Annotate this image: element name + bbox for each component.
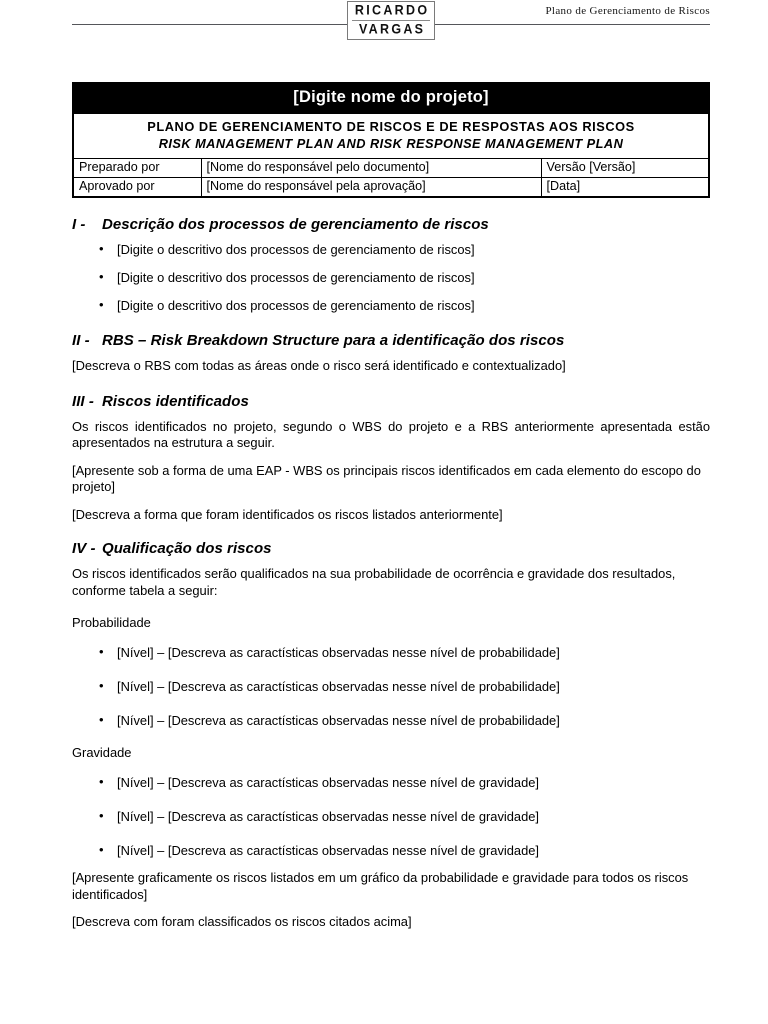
section-4-paragraph-3: [Descreva com foram classificados os riscos citados acima] xyxy=(72,914,412,929)
list-item: • [Nível] – [Descreva as caractísticas observadas nesse nível de probabilidade] xyxy=(72,679,710,695)
section-title-1: Descrição dos processos de gerenciamento de riscos xyxy=(102,216,489,233)
table-row xyxy=(73,178,709,198)
section-heading-4 xyxy=(72,539,710,558)
plan-title-en: RISK MANAGEMENT PLAN AND RISK RESPONSE MANAGEMENT PLAN xyxy=(158,136,624,151)
list-item: • [Nível] – [Descreva as caractísticas observadas nesse nível de gravidade] xyxy=(72,775,710,791)
logo-line-ricardo: RICARDO xyxy=(354,2,430,18)
version-value: Versão [Versão] xyxy=(541,159,709,178)
approved-by-label: Aprovado por xyxy=(73,178,201,198)
probabilidade-label: Probabilidade xyxy=(72,615,151,630)
prepared-by-label: Preparado por xyxy=(73,159,201,178)
section-heading-3 xyxy=(72,392,710,411)
list-item: • [Nível] – [Descreva as caractísticas observadas nesse nível de probabilidade] xyxy=(72,713,710,729)
plan-title-cell xyxy=(73,113,709,159)
logo-line-vargas: VARGAS xyxy=(358,21,426,37)
gravidade-label: Gravidade xyxy=(72,745,132,760)
plan-title-pt: PLANO DE GERENCIAMENTO DE RISCOS E DE RESPOSTAS AOS RISCOS xyxy=(147,119,635,134)
section-number-2: II - xyxy=(72,332,90,349)
approved-by-value: [Nome do responsável pela aprovação] xyxy=(201,178,541,198)
list-item: • [Nível] – [Descreva as caractísticas observadas nesse nível de gravidade] xyxy=(72,809,710,825)
section-title-2: RBS – Risk Breakdown Structure para a identificação dos riscos xyxy=(102,332,565,349)
probabilidade-bullet-list xyxy=(72,645,710,729)
document-body xyxy=(72,215,710,931)
project-name-cell: [Digite nome do projeto] xyxy=(73,83,709,113)
date-value: [Data] xyxy=(541,178,709,198)
header-document-caption: Plano de Gerenciamento de Riscos xyxy=(537,5,710,17)
section-heading-1 xyxy=(72,215,710,234)
section-3-paragraph-2: [Apresente sob a forma de uma EAP - WBS os principais riscos identificados em cada elemento do escopo do projeto] xyxy=(72,462,701,494)
section-number-3: III - xyxy=(72,392,94,410)
list-item: • [Nível] – [Descreva as caractísticas observadas nesse nível de probabilidade] xyxy=(72,645,710,661)
section-4-paragraph-1: Os riscos identificados serão qualificados na sua probabilidade de ocorrência e gravidade dos resultados, conforme tabela a seguir: xyxy=(72,566,676,598)
ricardo-vargas-logo xyxy=(347,1,435,40)
document-header xyxy=(72,0,710,52)
list-item: • [Digite o descritivo dos processos de gerenciamento de riscos] xyxy=(72,270,710,286)
section-title-4: Qualificação dos riscos xyxy=(102,540,272,557)
section-heading-2 xyxy=(72,331,710,350)
table-row xyxy=(73,159,709,178)
section-1-bullet-list xyxy=(72,242,710,314)
project-name-row xyxy=(73,83,709,113)
list-item: • [Digite o descritivo dos processos de gerenciamento de riscos] xyxy=(72,298,710,314)
list-item: • [Digite o descritivo dos processos de gerenciamento de riscos] xyxy=(72,242,710,258)
section-3-paragraph-3: [Descreva a forma que foram identificados os riscos listados anteriormente] xyxy=(72,506,503,522)
list-item: • [Nível] – [Descreva as caractísticas observadas nesse nível de gravidade] xyxy=(72,843,710,859)
gravidade-bullet-list xyxy=(72,775,710,859)
plan-title-row xyxy=(73,113,709,159)
document-title-table xyxy=(72,82,710,198)
section-title-3: Riscos identificados xyxy=(102,392,249,410)
section-number-1: I - xyxy=(72,216,86,233)
section-number-4: IV - xyxy=(72,540,96,557)
section-2-paragraph: [Descreva o RBS com todas as áreas onde o risco será identificado e contextualizado] xyxy=(72,358,566,373)
section-4-paragraph-2: [Apresente graficamente os riscos listados em um gráfico da probabilidade e gravidade para todos os riscos identificados] xyxy=(72,870,689,902)
section-3-paragraph-1: Os riscos identificados no projeto, segundo o WBS do projeto e a RBS anteriormente apresentada estão apresentados na estrutura a seguir. xyxy=(72,418,710,450)
prepared-by-value: [Nome do responsável pelo documento] xyxy=(201,159,541,178)
